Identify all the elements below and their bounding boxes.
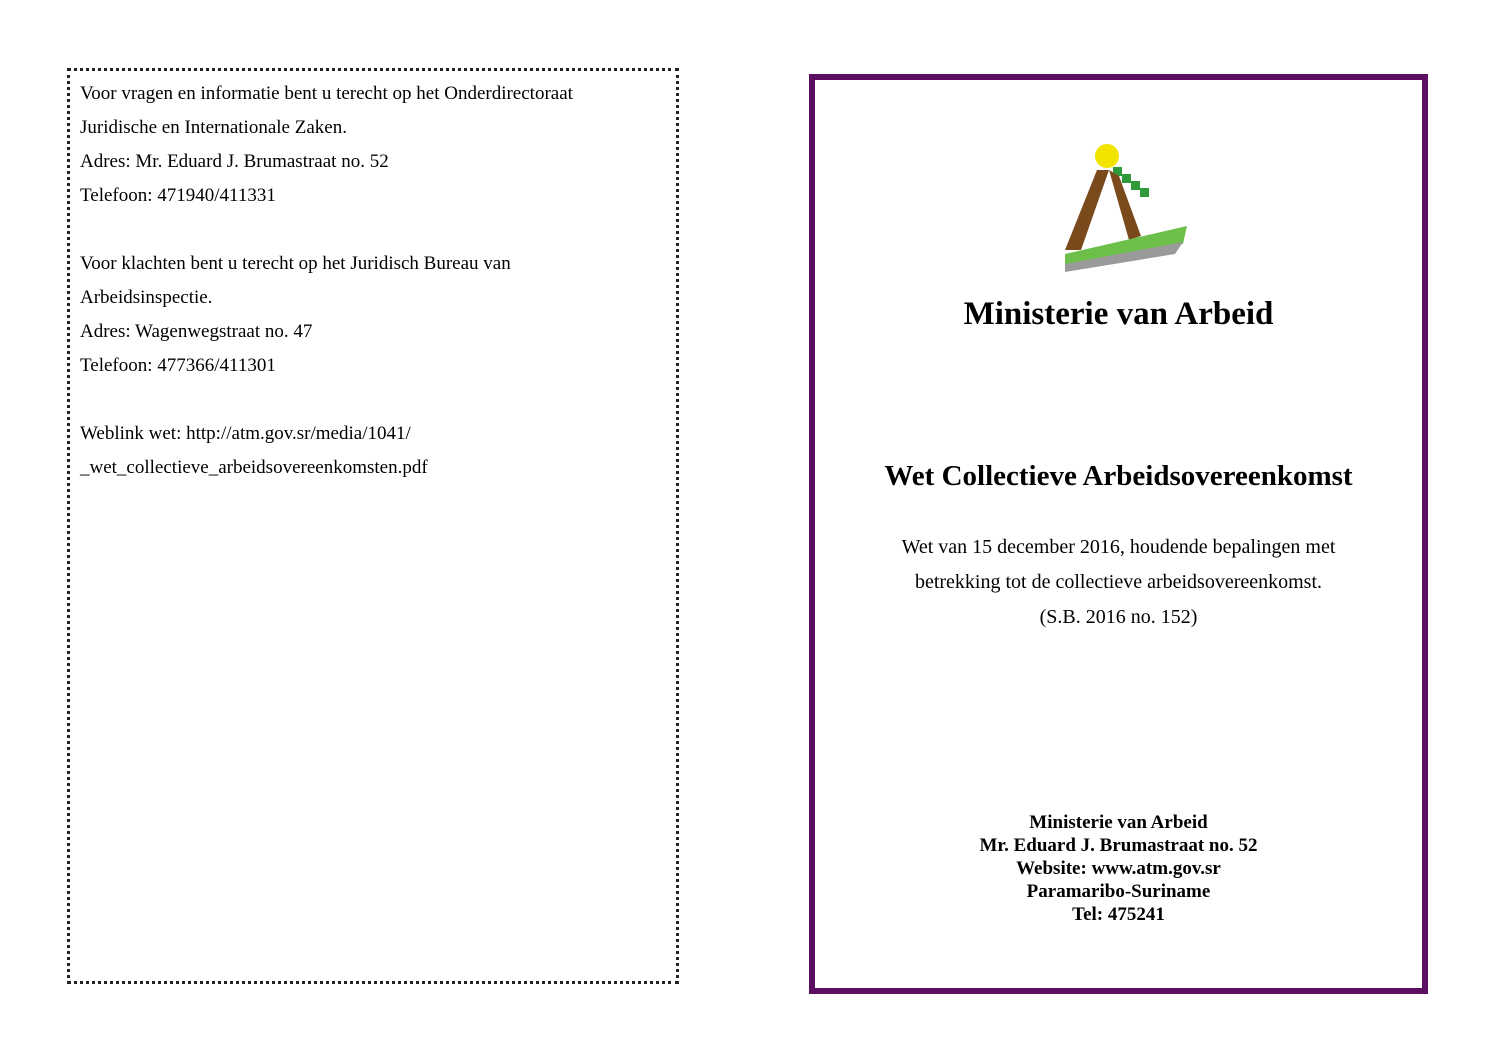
law-description-line: betrekking tot de collectieve arbeidsovereenkomst. bbox=[914, 571, 1323, 593]
law-description bbox=[815, 530, 1422, 635]
cover-page bbox=[809, 74, 1428, 994]
ministry-title: Ministerie van Arbeid bbox=[963, 296, 1274, 332]
law-description-line: Wet van 15 december 2016, houdende bepalingen met bbox=[901, 536, 1336, 558]
ministry-logo-icon bbox=[1059, 142, 1195, 272]
contact-block bbox=[815, 811, 1422, 926]
weblink-text: Weblink wet: http://atm.gov.sr/media/1041/ bbox=[80, 423, 411, 444]
contact-city: Paramaribo-Suriname bbox=[1026, 881, 1211, 902]
contact-ministry: Ministerie van Arbeid bbox=[1029, 812, 1208, 833]
contact-website: Website: www.atm.gov.sr bbox=[1016, 858, 1221, 879]
info-panel bbox=[67, 68, 679, 984]
law-title: Wet Collectieve Arbeidsovereenkomst bbox=[884, 460, 1353, 492]
info-text: Voor vragen en informatie bent u terecht op het Onderdirectoraat bbox=[80, 83, 573, 104]
weblink-text: _wet_collectieve_arbeidsovereenkomsten.pdf bbox=[80, 457, 428, 478]
law-reference: (S.B. 2016 no. 152) bbox=[1039, 606, 1198, 628]
complaints-text: Arbeidsinspectie. bbox=[80, 287, 213, 308]
contact-phone: Tel: 475241 bbox=[1072, 904, 1165, 925]
contact-address: Mr. Eduard J. Brumastraat no. 52 bbox=[979, 835, 1258, 856]
info-text: Juridische en Internationale Zaken. bbox=[80, 117, 347, 138]
info-address: Adres: Mr. Eduard J. Brumastraat no. 52 bbox=[80, 151, 389, 172]
complaints-address: Adres: Wagenwegstraat no. 47 bbox=[80, 321, 313, 342]
info-phone: Telefoon: 471940/411331 bbox=[80, 185, 276, 206]
complaints-text: Voor klachten bent u terecht op het Juridisch Bureau van bbox=[80, 253, 511, 274]
complaints-phone: Telefoon: 477366/411301 bbox=[80, 355, 276, 376]
